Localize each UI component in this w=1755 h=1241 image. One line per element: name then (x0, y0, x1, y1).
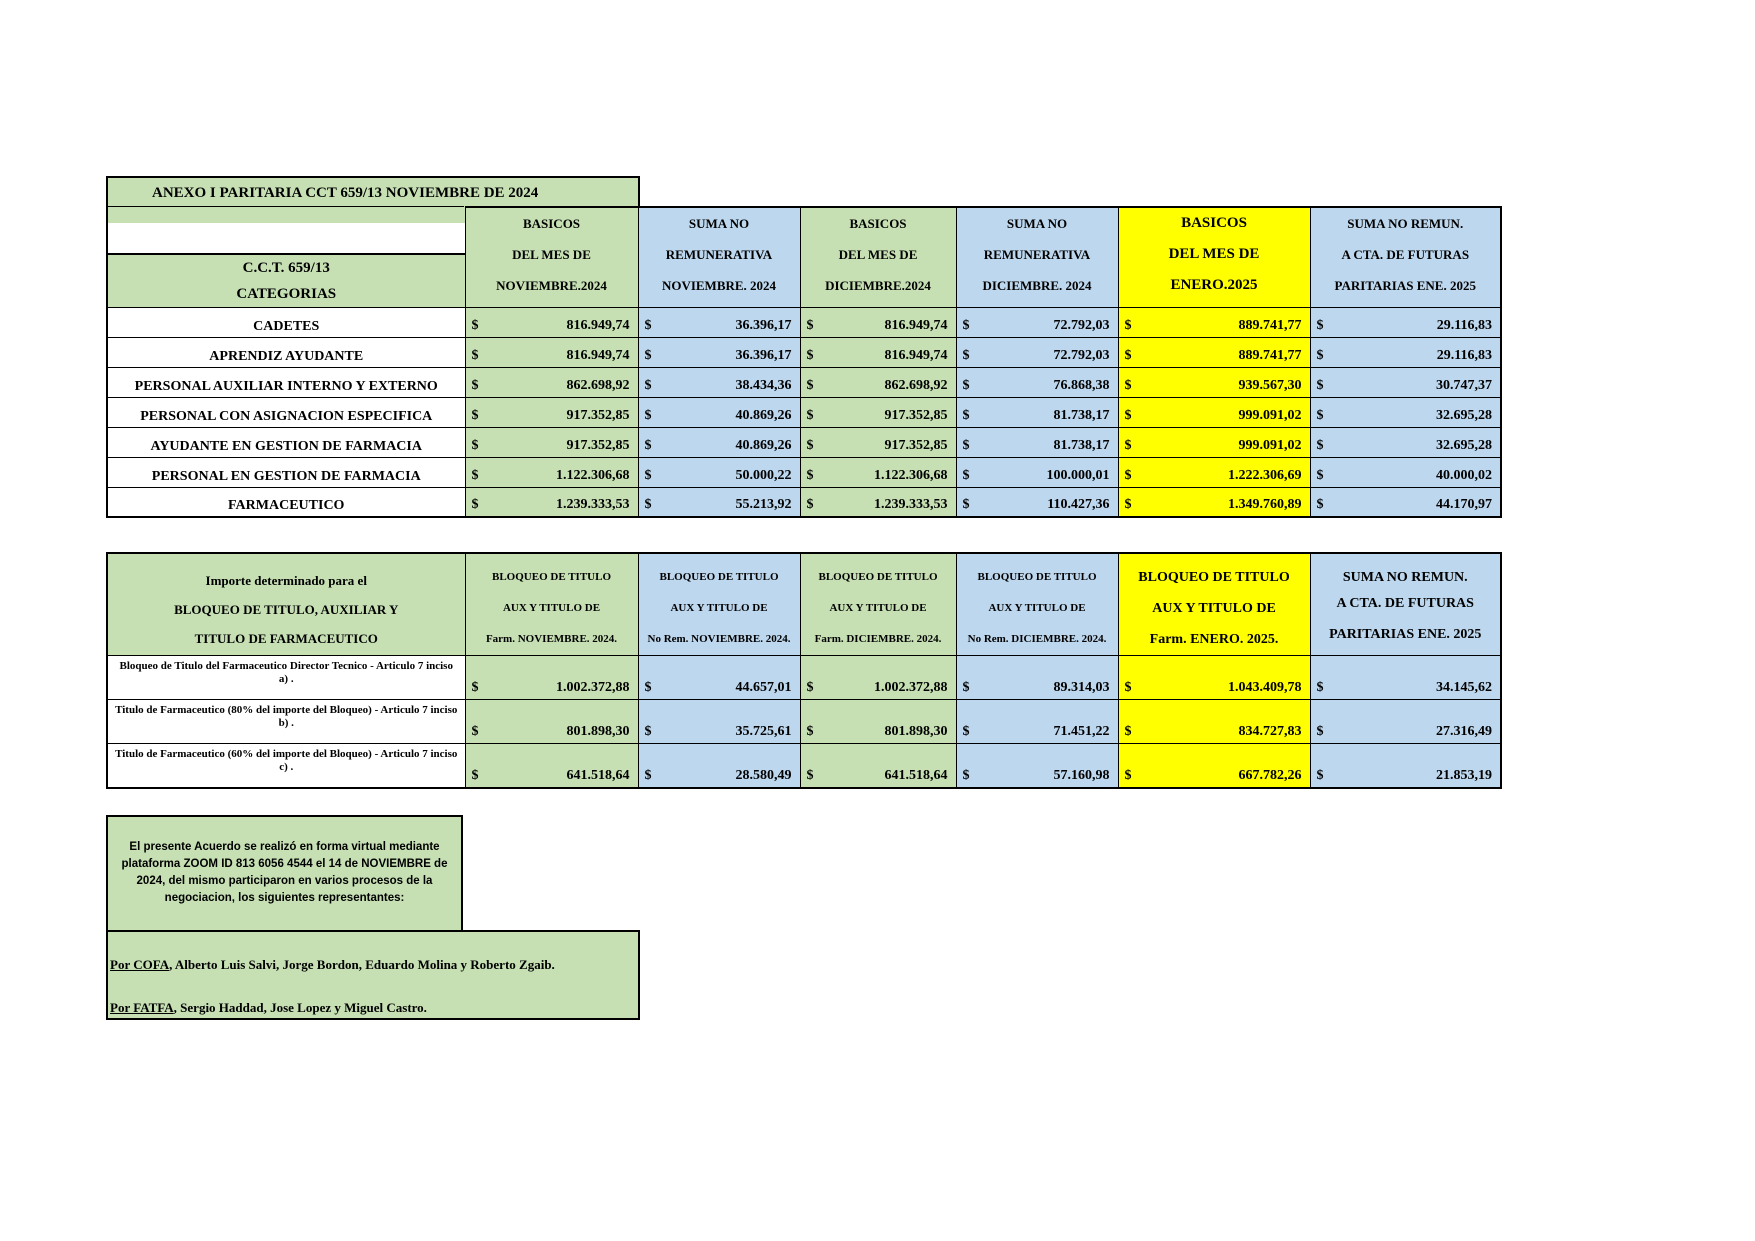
salary-amount: 36.396,17 (735, 347, 792, 363)
salary-amount-cell (1310, 457, 1501, 487)
currency-symbol: $ (644, 767, 652, 783)
bloqueo-amount: 801.898,30 (566, 724, 630, 739)
salary-amount: 816.949,74 (566, 347, 630, 363)
currency-symbol: $ (471, 724, 479, 739)
col-header-suma-dic: SUMA NO REMUNERATIVA DICIEMBRE. 2024 (956, 207, 1118, 307)
currency-symbol: $ (1316, 347, 1324, 363)
currency-symbol: $ (644, 497, 652, 512)
salary-label: APRENDIZ AYUDANTE (107, 337, 465, 367)
salary-amount: 44.170,97 (1436, 497, 1492, 512)
currency-symbol: $ (962, 347, 970, 363)
salary-amount-cell (638, 367, 800, 397)
currency-symbol: $ (1316, 407, 1324, 423)
bloqueo-amount-cell (465, 700, 638, 744)
currency-symbol: $ (644, 407, 652, 423)
salary-amount: 1.222.306,69 (1228, 467, 1302, 483)
col-header-bloqueo-norem-dic: BLOQUEO DE TITULO AUX Y TITULO DE No Rem. DICIEMBRE. 2024. (956, 553, 1118, 656)
currency-symbol: $ (471, 317, 479, 333)
bloqueo-amount-cell (956, 656, 1118, 700)
bloqueo-amount-cell (1118, 656, 1310, 700)
salary-amount-cell (1118, 337, 1310, 367)
salary-row (107, 457, 1501, 487)
currency-symbol: $ (644, 317, 652, 333)
col-header-bloqueo-ene: BLOQUEO DE TITULO AUX Y TITULO DE Farm. ENERO. 2025. (1118, 553, 1310, 656)
salary-amount: 38.434,36 (735, 377, 792, 393)
salary-amount-cell (1310, 427, 1501, 457)
currency-symbol: $ (806, 497, 814, 512)
salary-amount-cell (1118, 457, 1310, 487)
col-header-basicos-dic: BASICOS DEL MES DE DICIEMBRE.2024 (800, 207, 956, 307)
currency-symbol: $ (806, 767, 814, 783)
category-header (107, 207, 465, 307)
currency-symbol: $ (1316, 467, 1324, 483)
salary-amount-cell (465, 367, 638, 397)
bloqueo-amount: 1.002.372,88 (556, 680, 630, 695)
salary-amount-cell (1118, 367, 1310, 397)
currency-symbol: $ (1124, 347, 1132, 363)
currency-symbol: $ (644, 724, 652, 739)
bloqueo-amount: 28.580,49 (735, 767, 792, 783)
salary-amount-cell (638, 487, 800, 517)
col-header-bloqueo-futuras: SUMA NO REMUN. A CTA. DE FUTURAS PARITARIAS ENE. 2025 (1310, 553, 1501, 656)
currency-symbol: $ (471, 347, 479, 363)
currency-symbol: $ (1316, 437, 1324, 453)
currency-symbol: $ (1124, 497, 1132, 512)
salary-amount: 889.741,77 (1238, 317, 1302, 333)
salary-amount-cell (1118, 307, 1310, 337)
salary-amount: 999.091,02 (1238, 437, 1302, 453)
bloqueo-amount: 34.145,62 (1436, 680, 1492, 695)
currency-symbol: $ (962, 724, 970, 739)
salary-amount-cell (1118, 427, 1310, 457)
currency-symbol: $ (806, 724, 814, 739)
salary-amount: 40.869,26 (735, 437, 792, 453)
salary-amount: 76.868,38 (1053, 377, 1110, 393)
salary-amount-cell (638, 457, 800, 487)
salary-amount: 110.427,36 (1047, 497, 1110, 512)
salary-amount-cell (956, 397, 1118, 427)
salary-amount-cell (800, 427, 956, 457)
salary-label: FARMACEUTICO (107, 487, 465, 517)
currency-symbol: $ (1316, 767, 1324, 783)
currency-symbol: $ (962, 467, 970, 483)
document-title: ANEXO I PARITARIA CCT 659/13 NOVIEMBRE DE 2024 (106, 176, 640, 208)
salary-amount: 40.000,02 (1436, 467, 1492, 483)
currency-symbol: $ (806, 377, 814, 393)
bloqueo-amount: 1.043.409,78 (1228, 680, 1302, 695)
bloqueo-amount-cell (1310, 700, 1501, 744)
bloqueo-amount-cell (1118, 744, 1310, 788)
salary-amount-cell (1310, 337, 1501, 367)
bloqueo-amount: 834.727,83 (1238, 724, 1302, 739)
col-header-bloqueo-nov: BLOQUEO DE TITULO AUX Y TITULO DE Farm. NOVIEMBRE. 2024. (465, 553, 638, 656)
currency-symbol: $ (1316, 317, 1324, 333)
bloqueo-amount: 44.657,01 (735, 680, 792, 695)
salary-amount: 72.792,03 (1053, 317, 1110, 333)
currency-symbol: $ (644, 347, 652, 363)
salary-label: PERSONAL AUXILIAR INTERNO Y EXTERNO (107, 367, 465, 397)
salary-label: AYUDANTE EN GESTION DE FARMACIA (107, 427, 465, 457)
salary-amount: 1.122.306,68 (556, 467, 630, 483)
currency-symbol: $ (1124, 767, 1132, 783)
salary-amount: 816.949,74 (566, 317, 630, 333)
currency-symbol: $ (1124, 467, 1132, 483)
bloqueo-row (107, 656, 1501, 700)
salary-row (107, 337, 1501, 367)
bloqueo-amount: 1.002.372,88 (874, 680, 948, 695)
salary-label: PERSONAL CON ASIGNACION ESPECIFICA (107, 397, 465, 427)
salary-amount-cell (956, 427, 1118, 457)
bloqueo-amount: 71.451,22 (1053, 724, 1110, 739)
salary-amount-cell (465, 427, 638, 457)
salary-amount-cell (638, 337, 800, 367)
bloqueo-amount-cell (638, 700, 800, 744)
currency-symbol: $ (644, 467, 652, 483)
currency-symbol: $ (644, 680, 652, 695)
salary-amount-cell (956, 337, 1118, 367)
salary-amount-cell (800, 397, 956, 427)
currency-symbol: $ (806, 437, 814, 453)
currency-symbol: $ (1316, 680, 1324, 695)
salary-amount: 1.122.306,68 (874, 467, 948, 483)
currency-symbol: $ (806, 680, 814, 695)
bloqueo-amount-cell (1310, 744, 1501, 788)
salary-amount-cell (1118, 397, 1310, 427)
currency-symbol: $ (471, 497, 479, 512)
salary-label: CADETES (107, 307, 465, 337)
currency-symbol: $ (1124, 377, 1132, 393)
salary-amount: 889.741,77 (1238, 347, 1302, 363)
bloqueo-row (107, 700, 1501, 744)
currency-symbol: $ (806, 347, 814, 363)
salary-amount: 81.738,17 (1053, 437, 1110, 453)
currency-symbol: $ (471, 377, 479, 393)
salary-amount-cell (800, 367, 956, 397)
currency-symbol: $ (1124, 437, 1132, 453)
bloqueo-amount-cell (465, 744, 638, 788)
salary-amount-cell (465, 487, 638, 517)
col-header-bloqueo-dic: BLOQUEO DE TITULO AUX Y TITULO DE Farm. DICIEMBRE. 2024. (800, 553, 956, 656)
col-header-basicos-ene: BASICOS DEL MES DE ENERO.2025 (1118, 207, 1310, 307)
salary-amount: 100.000,01 (1046, 467, 1110, 483)
salary-amount-cell (800, 337, 956, 367)
currency-symbol: $ (1316, 724, 1324, 739)
currency-symbol: $ (644, 377, 652, 393)
currency-symbol: $ (962, 680, 970, 695)
bloqueo-amount: 57.160,98 (1053, 767, 1110, 783)
salary-amount-cell (956, 367, 1118, 397)
salary-amount: 29.116,83 (1436, 317, 1492, 333)
salary-amount: 32.695,28 (1436, 437, 1492, 453)
currency-symbol: $ (806, 407, 814, 423)
rep-cofa: Por COFA, Alberto Luis Salvi, Jorge Bordon, Eduardo Molina y Roberto Zgaib. (110, 957, 555, 972)
currency-symbol: $ (1124, 680, 1132, 695)
agreement-note: El presente Acuerdo se realizó en forma virtual mediante plataforma ZOOM ID 813 6056 4544 el 14 de NOVIEMBRE de 2024, del mismo participaron en varios procesos de la negociacion, los siguientes representantes: (106, 815, 463, 932)
salary-amount: 917.352,85 (566, 437, 630, 453)
salary-amount-cell (1310, 397, 1501, 427)
currency-symbol: $ (471, 767, 479, 783)
bloqueo-amount-cell (800, 656, 956, 700)
currency-symbol: $ (644, 437, 652, 453)
bloqueo-row (107, 744, 1501, 788)
salary-amount: 939.567,30 (1238, 377, 1302, 393)
currency-symbol: $ (1316, 497, 1324, 512)
salary-amount-cell (956, 487, 1118, 517)
salary-amount: 1.239.333,53 (556, 497, 630, 512)
rep-fatfa: Por FATFA, Sergio Haddad, Jose Lopez y Miguel Castro. (110, 1000, 427, 1015)
salary-amount-cell (956, 307, 1118, 337)
bloqueo-label: Titulo de Farmaceutico (60% del importe del Bloqueo) - Articulo 7 inciso c) . (107, 744, 465, 788)
bloqueo-header: Importe determinado para el BLOQUEO DE TITULO, AUXILIAR Y TITULO DE FARMACEUTICO (107, 553, 465, 656)
bloqueo-amount: 89.314,03 (1053, 680, 1110, 695)
bloqueo-amount: 667.782,26 (1238, 767, 1302, 783)
bloqueo-amount-cell (800, 744, 956, 788)
salary-amount-cell (1310, 487, 1501, 517)
bloqueo-label: Titulo de Farmaceutico (80% del importe del Bloqueo) - Articulo 7 inciso b) . (107, 700, 465, 744)
salary-amount-cell (800, 487, 956, 517)
salary-amount: 862.698,92 (884, 377, 948, 393)
salary-row (107, 427, 1501, 457)
salary-amount: 917.352,85 (884, 437, 948, 453)
col-header-suma-futuras: SUMA NO REMUN. A CTA. DE FUTURAS PARITARIAS ENE. 2025 (1310, 207, 1501, 307)
salary-amount: 81.738,17 (1053, 407, 1110, 423)
salary-amount: 999.091,02 (1238, 407, 1302, 423)
bloqueo-amount: 801.898,30 (884, 724, 948, 739)
currency-symbol: $ (1316, 377, 1324, 393)
representatives-box (106, 930, 640, 1020)
salary-amount-cell (1310, 307, 1501, 337)
currency-symbol: $ (962, 407, 970, 423)
salary-amount: 30.747,37 (1436, 377, 1492, 393)
salary-amount: 1.349.760,89 (1228, 497, 1302, 512)
bloqueo-amount-cell (1310, 656, 1501, 700)
salary-amount: 32.695,28 (1436, 407, 1492, 423)
salary-amount-cell (638, 427, 800, 457)
bloqueo-amount: 641.518,64 (566, 767, 630, 783)
bloqueo-amount-cell (638, 656, 800, 700)
salary-amount: 862.698,92 (566, 377, 630, 393)
salary-amount: 72.792,03 (1053, 347, 1110, 363)
bloqueo-amount-cell (1118, 700, 1310, 744)
bloqueo-table (106, 552, 1502, 789)
bloqueo-amount: 641.518,64 (884, 767, 948, 783)
salary-amount-cell (638, 307, 800, 337)
salary-amount: 29.116,83 (1436, 347, 1492, 363)
salary-row (107, 397, 1501, 427)
salary-amount-cell (465, 397, 638, 427)
col-header-bloqueo-norem-nov: BLOQUEO DE TITULO AUX Y TITULO DE No Rem. NOVIEMBRE. 2024. (638, 553, 800, 656)
bloqueo-amount: 27.316,49 (1436, 724, 1492, 739)
currency-symbol: $ (806, 317, 814, 333)
salary-amount-cell (465, 337, 638, 367)
currency-symbol: $ (806, 467, 814, 483)
salary-amount-cell (800, 457, 956, 487)
bloqueo-amount-cell (956, 744, 1118, 788)
currency-symbol: $ (471, 437, 479, 453)
salary-row (107, 367, 1501, 397)
currency-symbol: $ (471, 407, 479, 423)
salary-amount: 55.213,92 (735, 497, 792, 512)
currency-symbol: $ (1124, 724, 1132, 739)
currency-symbol: $ (962, 437, 970, 453)
salary-amount-cell (956, 457, 1118, 487)
salary-amount: 816.949,74 (884, 317, 948, 333)
bloqueo-amount: 35.725,61 (735, 724, 792, 739)
categorias-label: CATEGORIAS (236, 285, 337, 302)
currency-symbol: $ (471, 467, 479, 483)
currency-symbol: $ (1124, 317, 1132, 333)
salary-amount: 816.949,74 (884, 347, 948, 363)
bloqueo-amount-cell (800, 700, 956, 744)
currency-symbol: $ (962, 317, 970, 333)
salary-amount: 917.352,85 (566, 407, 630, 423)
currency-symbol: $ (962, 767, 970, 783)
salary-label: PERSONAL EN GESTION DE FARMACIA (107, 457, 465, 487)
salary-amount: 1.239.333,53 (874, 497, 948, 512)
bloqueo-amount-cell (638, 744, 800, 788)
currency-symbol: $ (962, 377, 970, 393)
bloqueo-amount-cell (465, 656, 638, 700)
salary-row (107, 307, 1501, 337)
bloqueo-amount: 21.853,19 (1436, 767, 1492, 783)
salary-amount-cell (638, 397, 800, 427)
salary-amount-cell (465, 307, 638, 337)
salary-amount-cell (465, 457, 638, 487)
currency-symbol: $ (962, 497, 970, 512)
col-header-basicos-nov: BASICOS DEL MES DE NOVIEMBRE.2024 (465, 207, 638, 307)
salary-amount-cell (1118, 487, 1310, 517)
salary-row (107, 487, 1501, 517)
col-header-suma-nov: SUMA NO REMUNERATIVA NOVIEMBRE. 2024 (638, 207, 800, 307)
salary-amount: 50.000,22 (735, 467, 792, 483)
bloqueo-label: Bloqueo de Titulo del Farmaceutico Director Tecnico - Articulo 7 inciso a) . (107, 656, 465, 700)
salary-table (106, 206, 1502, 518)
salary-amount-cell (1310, 367, 1501, 397)
bloqueo-amount-cell (956, 700, 1118, 744)
salary-amount: 36.396,17 (735, 317, 792, 333)
currency-symbol: $ (1124, 407, 1132, 423)
salary-amount-cell (800, 307, 956, 337)
salary-amount: 40.869,26 (735, 407, 792, 423)
salary-amount: 917.352,85 (884, 407, 948, 423)
cct-label: C.C.T. 659/13 (242, 259, 330, 276)
currency-symbol: $ (471, 680, 479, 695)
